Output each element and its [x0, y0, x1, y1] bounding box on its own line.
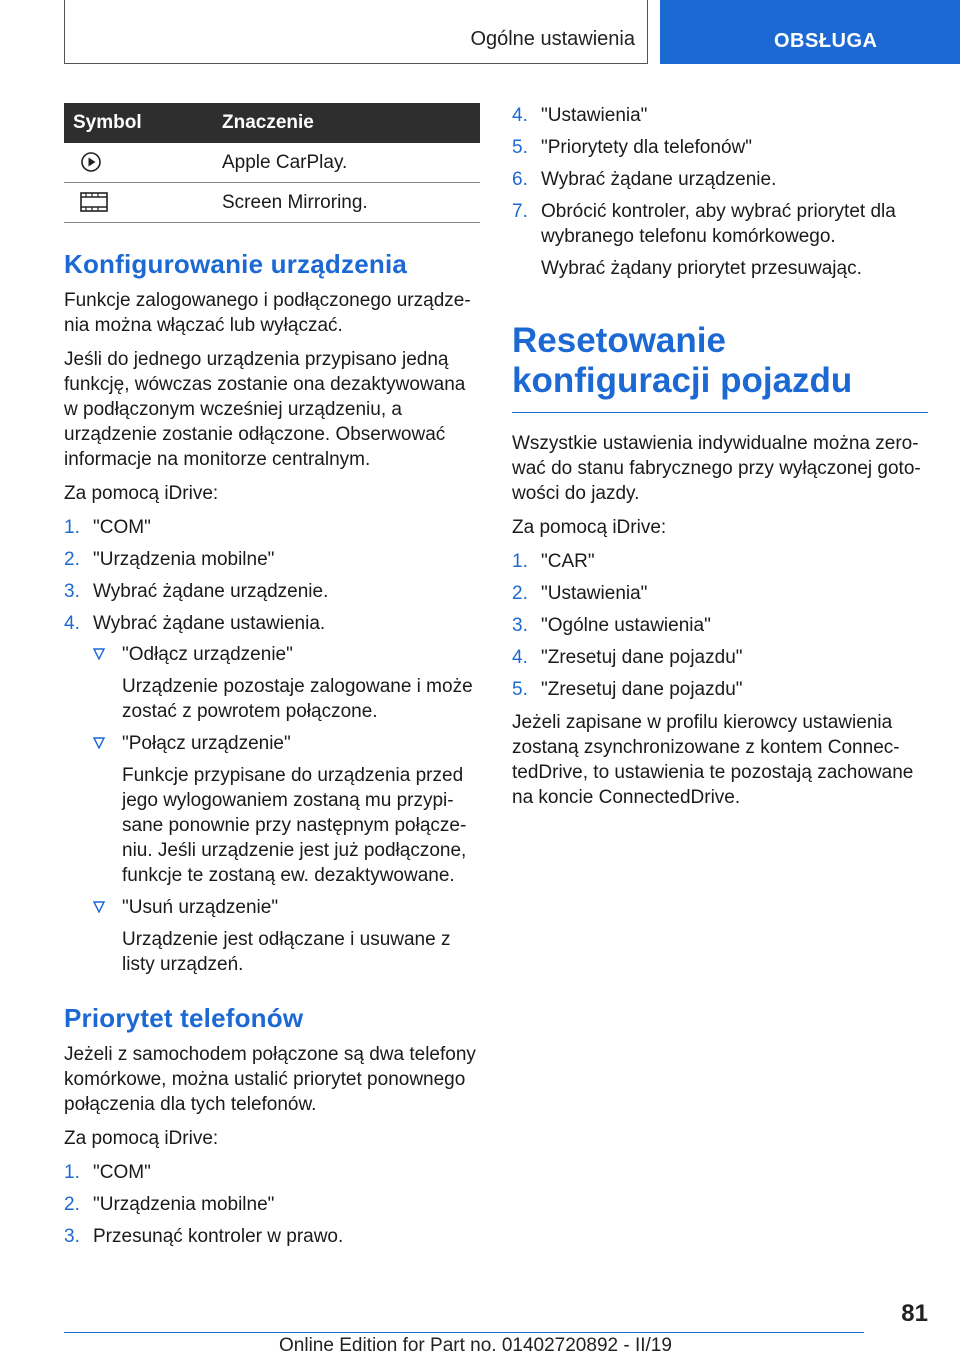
config-paragraph: Jeśli do jednego urządzenia przypisano jedną funkcję, wówczas zostanie ona dezaktywowana w podłączonym wcześniej urządzeniu, a urządzenie zostanie odłączone. Obserwować informacje na monitorze centralnym.: [64, 349, 466, 470]
list-item: 5. "Priorytety dla telefonów": [512, 137, 752, 158]
footer-edition: Online Edition for Part no. 01402720892 - II/19: [279, 1335, 672, 1356]
option-list: [93, 642, 480, 977]
list-item: 4. Wybrać żądane ustawienia. "Odłącz urządzenie" Urządzenie pozostaje zalogowane i może zostać z powrotem połączone. "Połącz urządzenie" Funkcje przypisane do urządzenia przed jego wylogowaniem zostaną mu przypisane ponownie przy następnym połączeniu. Jeśli urządzenie jest już podłączone, funkcje te zostaną ew. dezaktywowane. "Usuń urządzenie" Urządzenie jest odłączane i usuwane z listy urządzeń.: [64, 611, 480, 977]
symbol-table: [64, 103, 480, 223]
config-steps: [64, 515, 480, 977]
triangle-bullet-icon: [93, 648, 105, 660]
config-paragraph: Za pomocą iDrive:: [64, 483, 219, 504]
step-note: Wybrać żądany priorytet przesuwając.: [541, 258, 862, 279]
list-item: 5. "Zresetuj dane pojazdu": [512, 678, 743, 700]
list-item: 7. Obrócić kontroler, aby wybrać priorytet dla wybranego telefonu komórkowego. Wybrać żądany priorytet przesuwając.: [512, 199, 928, 281]
list-item: 1. "COM": [64, 1162, 151, 1183]
table-header-row: [64, 103, 480, 143]
list-item: 4. "Zresetuj dane pojazdu": [512, 646, 743, 668]
list-item: 3. Przesunąć kontroler w prawo.: [64, 1226, 344, 1247]
table-cell-meaning: Apple CarPlay.: [222, 143, 480, 183]
priority-paragraph: Za pomocą iDrive:: [64, 1128, 219, 1149]
page-number: 81: [901, 1300, 928, 1327]
reset-heading-block: [512, 321, 928, 413]
table-cell-meaning: Screen Mirroring.: [222, 183, 480, 223]
reset-paragraph: Wszystkie ustawienia indywidualne można zerować do stanu fabrycznego przy wyłączonej gotowości do jazdy.: [512, 432, 921, 504]
list-item: 3. "Ogólne ustawienia": [512, 614, 711, 636]
option-item: "Odłącz urządzenie" Urządzenie pozostaje zalogowane i może zostać z powrotem połączone.: [93, 642, 480, 724]
list-item: 3. Wybrać żądane urządzenie.: [64, 581, 329, 602]
list-item: 2. "Urządzenia mobilne": [64, 549, 275, 570]
priority-steps-continued: [512, 103, 928, 281]
config-heading: Konfigurowanie urządzenia: [64, 249, 408, 279]
reset-paragraph: Jeżeli zapisane w profilu kierowcy ustawienia zostaną zsynchronizowane z kontem ConnectedDrive, to ustawienia te pozostają zachowane na koncie ConnectedDrive.: [512, 711, 914, 808]
right-column: [512, 103, 928, 819]
list-item: 6. Wybrać żądane urządzenie.: [512, 169, 777, 190]
table-header-meaning: Znaczenie: [222, 103, 480, 143]
header-tab: [660, 0, 960, 64]
screen-mirroring-icon: [80, 191, 108, 213]
reset-heading: Resetowanie konfiguracji pojazdu: [512, 321, 853, 401]
left-column: [64, 103, 480, 1257]
list-item: 1. "CAR": [512, 550, 595, 572]
header-tab-label: OBSŁUGA: [774, 30, 878, 52]
triangle-bullet-icon: [93, 737, 105, 749]
config-paragraph: Funkcje zalogowanego i podłączonego urządzenia można włączać lub wyłączać.: [64, 290, 471, 336]
option-item: "Usuń urządzenie" Urządzenie jest odłączane i usuwane z listy urządzeń.: [93, 895, 480, 977]
footer-divider: [64, 1332, 864, 1333]
list-item: 2. "Ustawienia": [512, 582, 648, 604]
carplay-play-icon: [80, 151, 102, 173]
priority-paragraph: Jeżeli z samochodem połączone są dwa telefony komórkowe, można ustalić priorytet ponownego połączenia dla tych telefonów.: [64, 1044, 476, 1115]
triangle-bullet-icon: [93, 901, 105, 913]
reset-steps: [512, 549, 928, 702]
priority-steps: [64, 1160, 480, 1249]
table-row: [64, 143, 480, 183]
list-item: 1. "COM": [64, 517, 151, 538]
option-item: "Połącz urządzenie" Funkcje przypisane do urządzenia przed jego wylogowaniem zostaną mu przypisane ponownie przy następnym połączeniu. Jeśli urządzenie jest już podłączone, funkcje te zostaną ew. dezaktywowane.: [93, 731, 480, 888]
table-row: [64, 183, 480, 223]
reset-paragraph: Za pomocą iDrive:: [512, 516, 667, 538]
header-section-title: Ogólne ustawienia: [470, 28, 635, 50]
list-item: 2. "Urządzenia mobilne": [64, 1194, 275, 1215]
list-item: 4. "Ustawienia": [512, 105, 648, 126]
table-header-symbol: Symbol: [64, 103, 222, 143]
priority-heading: Priorytet telefonów: [64, 1003, 304, 1033]
